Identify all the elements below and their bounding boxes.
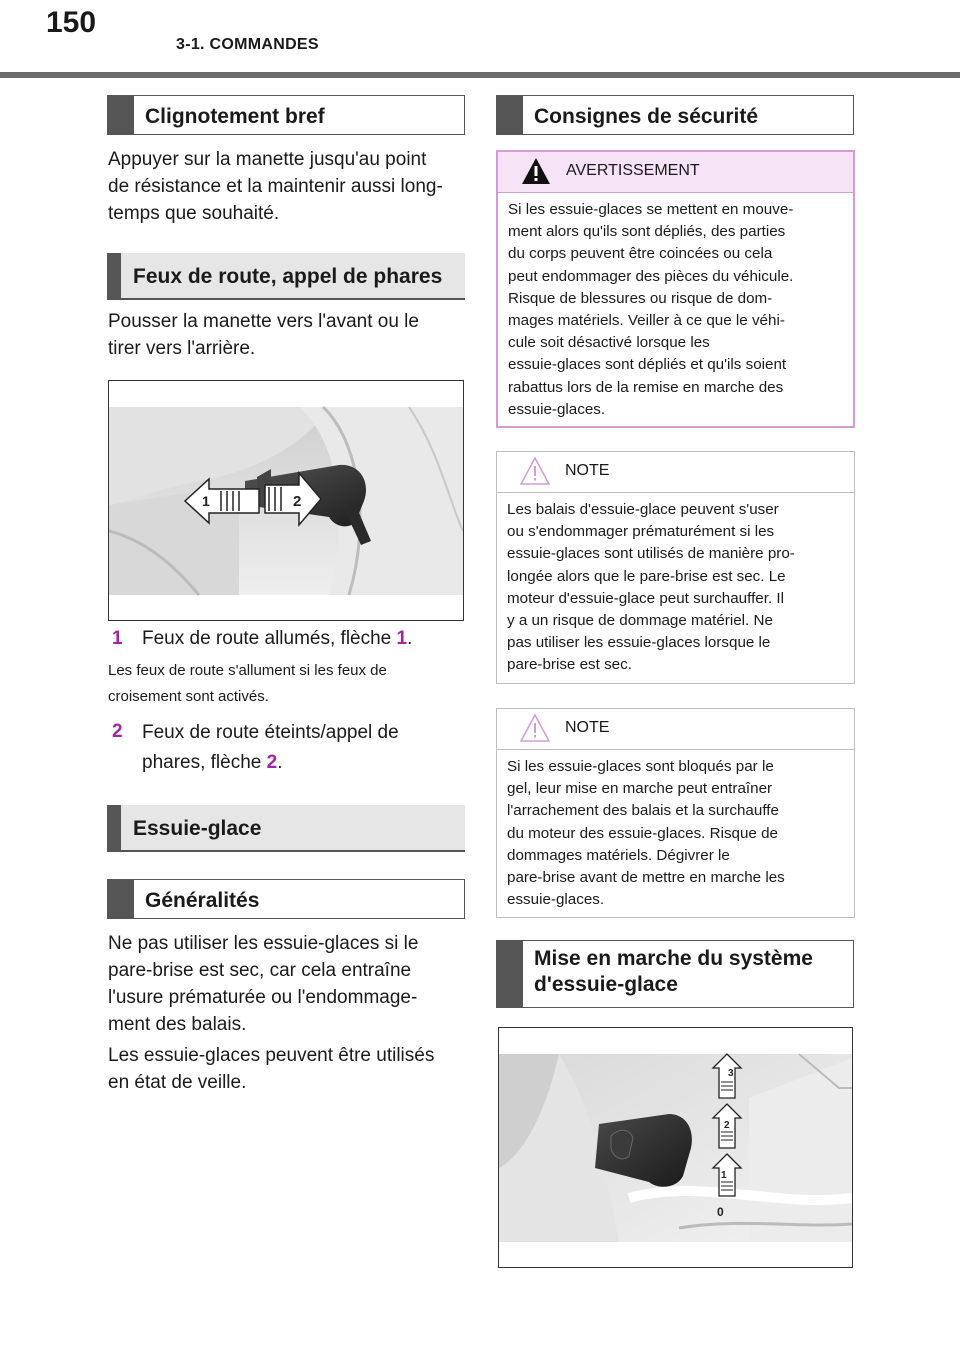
text-line: de résistance et la maintenir aussi long- (108, 176, 443, 197)
text-line: essuie-glaces. (508, 400, 606, 418)
note-body (497, 493, 854, 677)
chapter-title: 3-1. COMMANDES (176, 36, 319, 53)
text-line: Si les essuie-glaces se mettent en mouve- (508, 201, 794, 218)
text-line: d'essuie-glace (534, 973, 678, 996)
text-line: ment des balais. (108, 1014, 247, 1035)
text-line: pas utiliser les essuie-glaces lorsque le (507, 634, 771, 652)
item-ref: 1 (396, 628, 408, 649)
section-generalites (107, 879, 465, 919)
warning-body (498, 193, 853, 421)
text-line: essuie-glaces sont utilisés de manière pro- (507, 545, 795, 563)
note-label: NOTE (565, 719, 610, 736)
text-line: ou s'endommager prématurément si les (507, 523, 775, 541)
paragraph-generalites (108, 930, 468, 1038)
figure-wiper-stalk (498, 1027, 853, 1268)
item-ref: 2 (266, 752, 278, 773)
item-number: 2 (112, 721, 123, 742)
text-line: pare-brise est sec, car cela entraîne (108, 960, 412, 981)
section-bar (107, 253, 121, 298)
text-line: essuie-glaces sont dépliés et qu'ils soient (508, 356, 787, 374)
text-line: Si les essuie-glaces sont bloqués par le (507, 758, 774, 775)
text-line: mages matériels. Veiller à ce que le véhi- (508, 312, 785, 330)
text-line: essuie-glaces. (507, 891, 605, 909)
note-body (497, 750, 854, 911)
text-line: en état de veille. (108, 1072, 247, 1093)
caution-icon (519, 456, 551, 486)
text-line: Mise en marche du système (534, 947, 813, 970)
header-rule (0, 72, 960, 78)
warning-header (498, 152, 853, 193)
position-0-label: 0 (717, 1205, 724, 1219)
text-line: cule soit désactivé lorsque les (508, 334, 710, 352)
text-line: Les essuie-glaces peuvent être utilisés (108, 1045, 435, 1066)
section-bar (497, 941, 523, 1007)
section-mise-en-marche (496, 940, 854, 1008)
text-line: du moteur des essuie-glaces. Risque de (507, 824, 778, 842)
section-title: Clignotement bref (145, 105, 325, 128)
position-3-label: 3 (728, 1068, 734, 1079)
text-line: tirer vers l'arrière. (108, 338, 256, 359)
paragraph-veille (108, 1042, 468, 1096)
item-end: . (407, 628, 413, 649)
text-line: du corps peuvent être coincées ou cela (508, 245, 773, 263)
item-2-number (112, 718, 123, 745)
note-label: NOTE (565, 462, 610, 479)
section-essuie-glace (107, 805, 465, 852)
item-2-text (142, 718, 472, 778)
item-end: . (277, 752, 283, 773)
section-title (523, 941, 813, 998)
text-line: Ne pas utiliser les essuie-glaces si le (108, 933, 419, 954)
text-line: Risque de blessures ou risque de dom- (508, 289, 773, 307)
text-line (142, 748, 472, 778)
text-line: l'arrachement des balais et la surchauffe (507, 802, 779, 820)
text-line: Appuyer sur la manette jusqu'au point (108, 149, 427, 170)
text-line: moteur d'essuie-glace peut surchauffer. Il (507, 589, 784, 607)
section-consignes (496, 95, 854, 135)
text-line: Les balais d'essuie-glace peuvent s'user (507, 501, 779, 518)
paragraph-clignotement (108, 146, 468, 227)
section-title: Généralités (145, 889, 260, 912)
section-bar (108, 880, 134, 918)
paragraph-feux (108, 308, 468, 362)
item-1-number (112, 625, 123, 652)
page-number: 150 (46, 6, 97, 39)
section-title: Consignes de sécurité (534, 105, 759, 128)
section-bar (108, 96, 134, 134)
item-text: phares, flèche (142, 752, 267, 773)
note-box-1 (496, 451, 855, 684)
item-1-text (142, 625, 472, 652)
warning-label: AVERTISSEMENT (566, 162, 700, 179)
text-line: dommages matériels. Dégivrer le (507, 846, 730, 864)
caution-icon (519, 713, 551, 743)
item-number: 1 (112, 628, 123, 649)
text-line: Les feux de route s'allument si les feux de (108, 662, 387, 679)
wiper-illustration (499, 1028, 852, 1267)
note-feux-croisement (108, 658, 468, 710)
note-header (497, 709, 854, 750)
warning-box (496, 150, 855, 428)
text-line: gel, leur mise en marche peut entraîner (507, 780, 773, 798)
text-line: ment alors qu'ils sont dépliés, des parties (508, 223, 786, 241)
section-feux-de-route (107, 253, 465, 300)
text-line: pare-brise est sec. (507, 656, 632, 674)
position-2-label: 2 (724, 1120, 730, 1131)
item-text: Feux de route allumés, flèche (142, 628, 397, 649)
section-bar (497, 96, 523, 134)
arrow-1-label: 1 (202, 493, 210, 509)
note-header (497, 452, 854, 493)
text-line: Feux de route éteints/appel de (142, 722, 399, 743)
text-line: longée alors que le pare-brise est sec. Le (507, 567, 786, 585)
text-line: Pousser la manette vers l'avant ou le (108, 311, 419, 332)
arrow-2-label: 2 (293, 493, 302, 510)
text-line: croisement sont activés. (108, 688, 269, 705)
text-line: peut endommager des pièces du véhicule. (508, 267, 794, 285)
text-line: temps que souhaité. (108, 203, 280, 224)
text-line: l'usure prématurée ou l'endommage- (108, 987, 418, 1008)
section-title: Essuie-glace (133, 817, 262, 840)
text-line: rabattus lors de la remise en marche des (508, 378, 784, 396)
section-clignotement-bref (107, 95, 465, 135)
note-box-2 (496, 708, 855, 918)
text-line: pare-brise avant de mettre en marche les (507, 869, 785, 887)
stalk-illustration (109, 381, 463, 620)
figure-light-stalk (108, 380, 464, 621)
section-bar (107, 805, 121, 850)
section-title: Feux de route, appel de phares (133, 265, 443, 288)
position-1-label: 1 (721, 1170, 727, 1181)
warning-icon (520, 156, 552, 186)
text-line: y a un risque de dommage matériel. Ne (507, 612, 773, 630)
